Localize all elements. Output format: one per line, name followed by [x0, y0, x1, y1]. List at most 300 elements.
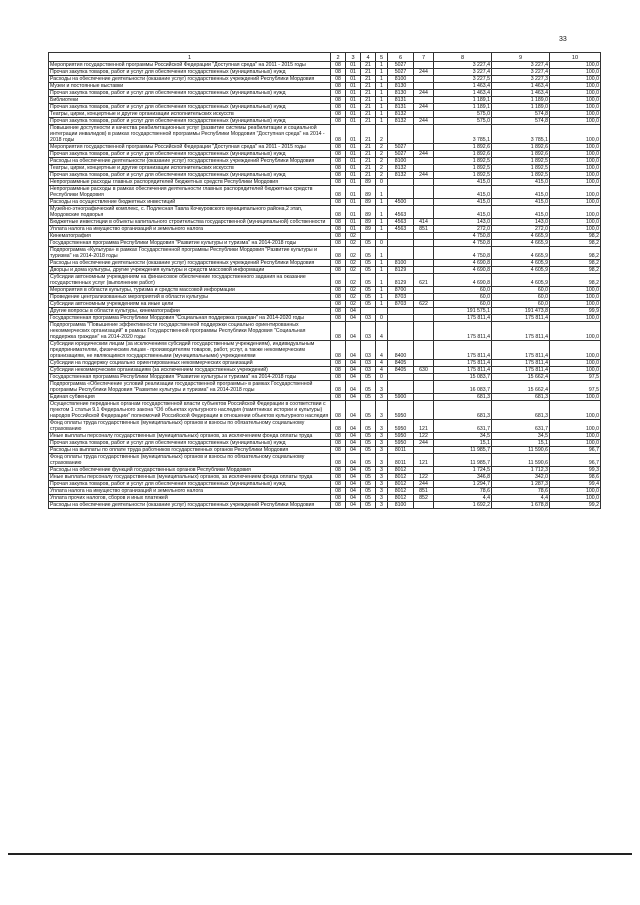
row-name: Расходы на обеспечение деятельности (оказание услуг) государственных учреждений Республики Мордовия [49, 260, 331, 267]
cell-executed: 4 605,9 [492, 260, 550, 267]
cell-planned: 15,1 [434, 440, 492, 447]
cell-planned: 4 750,8 [434, 240, 492, 247]
cell-program: 21 [361, 97, 376, 104]
cell-percent: 100,0 [550, 360, 601, 367]
cell-article: 8011 [388, 454, 414, 467]
cell-subprogram: 0 [376, 179, 388, 186]
cell-grbs: 08 [331, 287, 346, 294]
cell-article [388, 186, 414, 199]
row-name: Мероприятия государственной программы Российской Федерации "Доступная среда" на 2011 - 2015 годы [49, 62, 331, 69]
row-name: Библиотеки [49, 97, 331, 104]
cell-executed: 574,8 [492, 111, 550, 118]
row-name: Расходы на осуществление бюджетных инвестиций [49, 199, 331, 206]
cell-program: 05 [361, 433, 376, 440]
cell-article: 5027 [388, 69, 414, 76]
cell-planned: 60,0 [434, 287, 492, 294]
cell-subprogram: 1 [376, 76, 388, 83]
cell-expense-type: 244 [414, 104, 434, 111]
cell-program: 05 [361, 240, 376, 247]
row-name: Подпрограмма "Повышение эффективности государственной поддержки социально ориентированных некоммерческих организаций" в рамках Государственной программы Республики Мордовия "Социальная поддержка граждан" на 2014-2020 годы [49, 322, 331, 341]
table-row [49, 226, 601, 233]
cell-percent: 98,2 [550, 267, 601, 274]
cell-executed: 3 785,1 [492, 125, 550, 144]
cell-planned: 415,0 [434, 206, 492, 219]
cell-planned: 175 811,4 [434, 341, 492, 360]
cell-article: 8132 [388, 165, 414, 172]
cell-subprogram: 1 [376, 294, 388, 301]
cell-grbs: 08 [331, 199, 346, 206]
cell-subprogram: 2 [376, 151, 388, 158]
cell-executed: 1 463,4 [492, 83, 550, 90]
cell-percent: 100,0 [550, 495, 601, 502]
cell-grbs: 08 [331, 219, 346, 226]
table-row [49, 76, 601, 83]
cell-executed: 342,0 [492, 474, 550, 481]
cell-percent: 100,0 [550, 206, 601, 219]
cell-section: 04 [346, 467, 361, 474]
cell-section: 04 [346, 474, 361, 481]
cell-section: 01 [346, 97, 361, 104]
row-name: Иные выплаты персоналу государственных (муниципальных) органов, за исключением фонда оплаты труда [49, 474, 331, 481]
table-row [49, 83, 601, 90]
cell-program: 03 [361, 341, 376, 360]
cell-program: 05 [361, 467, 376, 474]
table-row [49, 260, 601, 267]
cell-program: 05 [361, 274, 376, 287]
cell-article: 8405 [388, 367, 414, 374]
cell-grbs: 08 [331, 440, 346, 447]
row-name: Фонд оплаты труда государственных (муниципальных) органов и взносы по обязательному социальному страхованию [49, 454, 331, 467]
cell-expense-type: 121 [414, 420, 434, 433]
cell-program: 21 [361, 76, 376, 83]
cell-grbs: 08 [331, 341, 346, 360]
cell-grbs: 08 [331, 104, 346, 111]
cell-program: 21 [361, 111, 376, 118]
row-name: Театры, цирки, концертные и другие организации исполнительских искусств [49, 165, 331, 172]
cell-executed: 415,0 [492, 186, 550, 199]
cell-expense-type: 122 [414, 433, 434, 440]
cell-expense-type: 244 [414, 118, 434, 125]
table-row [49, 62, 601, 69]
table-row [49, 301, 601, 308]
cell-executed: 1 892,6 [492, 151, 550, 158]
cell-subprogram: 0 [376, 374, 388, 381]
row-name: Подпрограмма «Обеспечение условий реализации государственной программы» в рамках Государственной программы Республики Мордовия "Развитие культуры и туризма" на 2014-2018 годы [49, 381, 331, 394]
cell-percent: 98,6 [550, 474, 601, 481]
row-name: Непрограммные расходы главных распорядителей бюджетных средств Республики Мордовия [49, 179, 331, 186]
table-row [49, 151, 601, 158]
cell-percent: 100,0 [550, 172, 601, 179]
cell-subprogram: 1 [376, 111, 388, 118]
table-row [49, 495, 601, 502]
cell-percent: 100,0 [550, 199, 601, 206]
cell-expense-type: 121 [414, 454, 434, 467]
cell-planned: 60,0 [434, 294, 492, 301]
cell-grbs: 08 [331, 76, 346, 83]
cell-article [388, 240, 414, 247]
cell-planned: 1 463,4 [434, 90, 492, 97]
row-name: Прочая закупка товаров, работ и услуг для обеспечения государственных (муниципальных) нужд [49, 90, 331, 97]
cell-planned: 16 083,7 [434, 381, 492, 394]
cell-expense-type [414, 260, 434, 267]
row-name: Единая субвенция [49, 394, 331, 401]
cell-article [388, 381, 414, 394]
cell-subprogram: 3 [376, 394, 388, 401]
cell-subprogram: 1 [376, 90, 388, 97]
cell-program: 05 [361, 440, 376, 447]
cell-section: 01 [346, 83, 361, 90]
cell-subprogram: 3 [376, 481, 388, 488]
cell-article [388, 308, 414, 315]
cell-planned: 4,4 [434, 495, 492, 502]
cell-planned: 4 690,8 [434, 274, 492, 287]
cell-expense-type: 851 [414, 488, 434, 495]
row-name: Расходы на обеспечение деятельности (оказание услуг) государственных учреждений Республики Мордовия [49, 76, 331, 83]
page-number: 33 [559, 36, 567, 43]
cell-expense-type [414, 97, 434, 104]
cell-grbs: 08 [331, 240, 346, 247]
table-row [49, 447, 601, 454]
cell-grbs: 08 [331, 467, 346, 474]
cell-percent: 100,0 [550, 301, 601, 308]
cell-article: 8012 [388, 467, 414, 474]
table-row [49, 481, 601, 488]
cell-percent: 100,0 [550, 287, 601, 294]
cell-planned: 3 227,5 [434, 76, 492, 83]
cell-article: 5900 [388, 394, 414, 401]
cell-article: 8100 [388, 502, 414, 509]
cell-program: 05 [361, 474, 376, 481]
row-name: Театры, цирки, концертные и другие организации исполнительских искусств [49, 111, 331, 118]
cell-program: 05 [361, 495, 376, 502]
cell-grbs: 08 [331, 69, 346, 76]
row-name: Субсидии автономным учреждениям на иные цели [49, 301, 331, 308]
cell-article: 8012 [388, 488, 414, 495]
cell-percent: 100,0 [550, 488, 601, 495]
cell-expense-type [414, 111, 434, 118]
cell-subprogram: 3 [376, 454, 388, 467]
cell-percent: 100,0 [550, 62, 601, 69]
cell-subprogram: 1 [376, 274, 388, 287]
cell-planned: 1 189,1 [434, 104, 492, 111]
cell-executed: 1 892,6 [492, 144, 550, 151]
cell-executed: 3 227,3 [492, 76, 550, 83]
cell-article: 8130 [388, 83, 414, 90]
column-header: 2 [331, 53, 346, 62]
table-row [49, 165, 601, 172]
cell-grbs: 08 [331, 62, 346, 69]
cell-planned: 415,0 [434, 186, 492, 199]
cell-executed: 1 463,4 [492, 90, 550, 97]
cell-planned: 575,0 [434, 118, 492, 125]
row-name: Субсидии юридическим лицам (за исключением субсидий государственным учреждениям), индивидуальным предпринимателям, физическим лицам - производителям товаров, работ, услуг, а также некоммерческим организациям, не являющимся государственными (муниципальными) учреждениями [49, 341, 331, 360]
cell-section: 01 [346, 76, 361, 83]
column-header: 6 [388, 53, 414, 62]
cell-expense-type [414, 83, 434, 90]
cell-percent: 100,0 [550, 226, 601, 233]
cell-program: 21 [361, 62, 376, 69]
row-name: Уплата налога на имущество организаций и земельного налога [49, 488, 331, 495]
cell-expense-type: 244 [414, 69, 434, 76]
cell-program: 05 [361, 267, 376, 274]
cell-percent: 96,7 [550, 454, 601, 467]
cell-subprogram: 4 [376, 322, 388, 341]
row-name: Непрограммные расходы в рамках обеспечения деятельности главных распорядителей бюджетных средств Республики Мордовия [49, 186, 331, 199]
cell-section: 01 [346, 172, 361, 179]
cell-section: 04 [346, 315, 361, 322]
cell-section: 01 [346, 144, 361, 151]
cell-section: 04 [346, 401, 361, 420]
cell-subprogram: 3 [376, 381, 388, 394]
cell-program: 05 [361, 294, 376, 301]
cell-grbs: 08 [331, 481, 346, 488]
row-name: Уплата налога на имущество организаций и земельного налога [49, 226, 331, 233]
table-row [49, 488, 601, 495]
cell-grbs: 08 [331, 322, 346, 341]
cell-section: 01 [346, 206, 361, 219]
cell-expense-type: 244 [414, 481, 434, 488]
cell-percent: 98,2 [550, 240, 601, 247]
cell-percent: 100,0 [550, 69, 601, 76]
cell-grbs: 08 [331, 144, 346, 151]
cell-article: 8012 [388, 481, 414, 488]
cell-section: 01 [346, 125, 361, 144]
cell-grbs: 08 [331, 233, 346, 240]
row-name: Мероприятия государственной программы Российской Федерации "Доступная среда" на 2011 - 2015 годы [49, 144, 331, 151]
table-row [49, 367, 601, 374]
cell-expense-type [414, 206, 434, 219]
cell-section: 04 [346, 394, 361, 401]
cell-subprogram: 1 [376, 247, 388, 260]
cell-percent: 100,0 [550, 90, 601, 97]
table-row [49, 179, 601, 186]
cell-subprogram: 2 [376, 165, 388, 172]
cell-section: 02 [346, 267, 361, 274]
cell-planned: 631,7 [434, 420, 492, 433]
cell-percent: 100,0 [550, 341, 601, 360]
cell-article: 5950 [388, 401, 414, 420]
cell-executed: 1 712,3 [492, 467, 550, 474]
cell-program [361, 233, 376, 240]
cell-planned: 3 785,1 [434, 125, 492, 144]
table-row [49, 97, 601, 104]
cell-planned: 11 985,7 [434, 447, 492, 454]
cell-expense-type [414, 308, 434, 315]
cell-subprogram: 1 [376, 267, 388, 274]
cell-expense-type [414, 394, 434, 401]
cell-section: 01 [346, 62, 361, 69]
cell-grbs: 08 [331, 186, 346, 199]
cell-expense-type: 630 [414, 367, 434, 374]
cell-grbs: 08 [331, 433, 346, 440]
table-row [49, 381, 601, 394]
cell-program: 21 [361, 118, 376, 125]
cell-program: 05 [361, 502, 376, 509]
cell-grbs: 08 [331, 125, 346, 144]
cell-executed: 1 892,5 [492, 158, 550, 165]
cell-section: 02 [346, 260, 361, 267]
cell-grbs: 08 [331, 260, 346, 267]
table-row [49, 206, 601, 219]
cell-planned: 11 985,7 [434, 454, 492, 467]
table-row [49, 118, 601, 125]
cell-subprogram: 1 [376, 219, 388, 226]
cell-executed: 34,5 [492, 433, 550, 440]
row-name: Уплата прочих налогов, сборов и иных платежей [49, 495, 331, 502]
cell-subprogram: 3 [376, 420, 388, 433]
cell-program: 89 [361, 199, 376, 206]
cell-percent: 100,0 [550, 322, 601, 341]
cell-section: 01 [346, 165, 361, 172]
cell-grbs: 08 [331, 381, 346, 394]
cell-planned: 1 189,1 [434, 97, 492, 104]
cell-subprogram: 1 [376, 62, 388, 69]
cell-grbs: 08 [331, 90, 346, 97]
cell-section: 04 [346, 440, 361, 447]
cell-program: 21 [361, 104, 376, 111]
row-name: Повышение доступности и качества реабилитационных услуг (развитие системы реабилитации и социальной интеграции инвалидов) в рамках государственной программы Республики Мордовия "Доступная среда" на 2014 - 2018 годы [49, 125, 331, 144]
cell-program: 05 [361, 374, 376, 381]
row-name: Прочая закупка товаров, работ и услуг для обеспечения государственных (муниципальных) нужд [49, 440, 331, 447]
row-name: Прочая закупка товаров, работ и услуг для обеспечения государственных (муниципальных) нужд [49, 69, 331, 76]
cell-expense-type: 852 [414, 495, 434, 502]
cell-article: 5950 [388, 440, 414, 447]
cell-program: 21 [361, 151, 376, 158]
cell-executed: 631,7 [492, 420, 550, 433]
cell-article: 5950 [388, 420, 414, 433]
cell-planned: 34,5 [434, 433, 492, 440]
table-row [49, 158, 601, 165]
table-row [49, 144, 601, 151]
cell-percent: 98,2 [550, 233, 601, 240]
cell-executed: 4 605,9 [492, 274, 550, 287]
cell-planned: 681,3 [434, 394, 492, 401]
cell-article: 4563 [388, 219, 414, 226]
cell-percent: 100,0 [550, 186, 601, 199]
cell-article: 8012 [388, 474, 414, 481]
cell-expense-type: 414 [414, 219, 434, 226]
cell-article: 8129 [388, 274, 414, 287]
cell-executed: 60,0 [492, 287, 550, 294]
row-name: Дворцы и дома культуры, другие учреждения культуры и средств массовой информации [49, 267, 331, 274]
cell-program: 21 [361, 144, 376, 151]
cell-grbs: 08 [331, 454, 346, 467]
cell-section: 02 [346, 301, 361, 308]
cell-grbs: 08 [331, 151, 346, 158]
row-name: Подпрограмма «Культура» в рамках Государственной программы Республики Мордовия "Развитие культуры и туризма" на 2014-2018 годы [49, 247, 331, 260]
cell-subprogram: 1 [376, 69, 388, 76]
cell-planned: 681,3 [434, 401, 492, 420]
cell-planned: 1 463,4 [434, 83, 492, 90]
table-row [49, 394, 601, 401]
cell-section: 04 [346, 367, 361, 374]
cell-expense-type [414, 233, 434, 240]
cell-article: 8131 [388, 97, 414, 104]
cell-executed: 1 892,5 [492, 172, 550, 179]
cell-program: 05 [361, 381, 376, 394]
column-header: 9 [492, 53, 550, 62]
cell-expense-type [414, 294, 434, 301]
row-name: Проведение централизованных мероприятий в области культуры [49, 294, 331, 301]
table-row [49, 233, 601, 240]
table-header-row [49, 53, 601, 62]
row-name: Расходы на обеспечение деятельности (оказание услуг) государственных учреждений Республики Мордовия [49, 502, 331, 509]
cell-subprogram: 3 [376, 495, 388, 502]
cell-planned: 15 083,7 [434, 374, 492, 381]
table-row [49, 247, 601, 260]
cell-planned: 1 294,7 [434, 481, 492, 488]
cell-percent: 97,5 [550, 381, 601, 394]
cell-article: 8132 [388, 118, 414, 125]
cell-grbs: 08 [331, 294, 346, 301]
cell-percent: 100,0 [550, 111, 601, 118]
cell-executed: 4 665,9 [492, 247, 550, 260]
row-name: Другие вопросы в области культуры, кинематографии [49, 308, 331, 315]
cell-section: 01 [346, 199, 361, 206]
cell-program: 89 [361, 219, 376, 226]
cell-section: 02 [346, 274, 361, 287]
cell-percent: 100,0 [550, 165, 601, 172]
cell-executed: 3 227,4 [492, 62, 550, 69]
cell-subprogram: 0 [376, 240, 388, 247]
cell-grbs: 08 [331, 267, 346, 274]
cell-program: 21 [361, 83, 376, 90]
cell-section: 01 [346, 151, 361, 158]
cell-subprogram: 1 [376, 199, 388, 206]
cell-grbs: 08 [331, 172, 346, 179]
cell-planned: 175 811,4 [434, 367, 492, 374]
cell-article: 5027 [388, 151, 414, 158]
cell-grbs: 08 [331, 495, 346, 502]
column-header: 8 [434, 53, 492, 62]
table-row [49, 267, 601, 274]
cell-percent: 100,0 [550, 179, 601, 186]
cell-subprogram: 1 [376, 301, 388, 308]
cell-percent: 100,0 [550, 125, 601, 144]
cell-percent: 100,0 [550, 294, 601, 301]
cell-planned: 143,0 [434, 219, 492, 226]
cell-subprogram: 3 [376, 467, 388, 474]
cell-program: 05 [361, 260, 376, 267]
table-row [49, 433, 601, 440]
table-row [49, 360, 601, 367]
cell-percent: 100,0 [550, 151, 601, 158]
row-name: Расходы на обеспечение деятельности (оказание услуг) государственных учреждений Республики Мордовия [49, 158, 331, 165]
cell-section: 04 [346, 447, 361, 454]
row-name: Прочая закупка товаров, работ и услуг для обеспечения государственных (муниципальных) нужд [49, 151, 331, 158]
cell-grbs: 08 [331, 274, 346, 287]
cell-subprogram: 2 [376, 158, 388, 165]
cell-executed: 78,6 [492, 488, 550, 495]
cell-expense-type [414, 381, 434, 394]
cell-planned: 4 750,8 [434, 247, 492, 260]
cell-program: 05 [361, 488, 376, 495]
row-name: Иные выплаты персоналу государственных (муниципальных) органов, за исключением фонда оплаты труда [49, 433, 331, 440]
cell-subprogram: 1 [376, 226, 388, 233]
cell-planned: 346,8 [434, 474, 492, 481]
table-row [49, 111, 601, 118]
cell-planned: 1 892,5 [434, 165, 492, 172]
cell-section: 01 [346, 158, 361, 165]
cell-expense-type [414, 360, 434, 367]
cell-planned: 78,6 [434, 488, 492, 495]
cell-article: 5027 [388, 62, 414, 69]
row-name: Осуществление переданных органам государственной власти субъектов Российской Федерации в соответствии с пунктом 1 статьи 9.1 Федерального закона "Об объектах культурного наследия (памятниках истории и культуры) народов Российской Федерации" полномочий Российской Федерации в отношении объектов культурного наследия [49, 401, 331, 420]
cell-section: 02 [346, 240, 361, 247]
cell-grbs: 08 [331, 488, 346, 495]
cell-percent: 100,0 [550, 367, 601, 374]
row-name: Кинематография [49, 233, 331, 240]
